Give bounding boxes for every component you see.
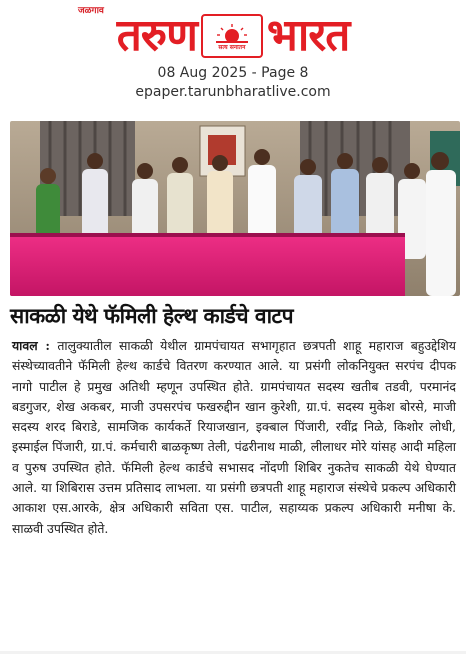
dateline-place: यावल : [12,338,50,353]
article-photo [10,121,460,296]
emblem-text: सत्य सनातन [218,43,246,51]
article-body-text: तालुक्यातील साकळी येथील ग्रामपंचायत सभागृहात छत्रपती शाहू महाराज बहुउद्देशिय संस्थेच्यावतीने फॅमिली हेल्थ कार्डचे वितरण करण्यात आले. या प्रसंगी लोकनियुक्त सरपंच दीपक नागो पाटील हे प्रमुख अतिथी म्हणून उपस्थित होते. ग्रामपंचायत सदस्य खतीब तडवी, परमानंद बडगुजर, शेख अकबर, माजी उपसरपंच फखरुद्दीन खान कुरेशी, ग्रा.पं. सदस्य मुकेश बोरसे, माजी सदस्य शरद बिराडे, सामजिक कार्यकर्ते रियाजखान, इक्बाल पिंजारी, रवींद्र निळे, किशोर लोधी, इस्माईल पिंजारी, ग्रा.पं. कर्मचारी बाळकृष्ण तेली, पंढरीनाथ माळी, लीलाधर मोरे यांसह आदी महिला व पुरुष उपस्थित होते. फॅमिली हेल्थ कार्डचे सभासद नोंदणी शिबिर नुकतेच साकळी येथे घेण्यात आले. या शिबिरास उत्तम प्रतिसाद लाभला. या प्रसंगी छत्रपती शाहू महाराज संस्थेचे प्रकल्प अधिकारी आकाश एस.आरके, क्षेत्र अधिकारी सविता एस. पाटील, सहाय्यक प्रकल्प अधिकारी मनीषा के. साळवी उपस्थित होते. [12,338,456,536]
brand-left: तरुण [116,10,197,61]
brand-right: भारत [266,10,350,61]
article-body [12,336,456,539]
article-headline: साकळी येथे फॅमिली हेल्थ कार्डचे वाटप [10,304,294,328]
sun-lotus-emblem-icon [201,14,263,58]
masthead [0,0,466,62]
brand-logo [116,10,350,61]
edition-meta [0,64,466,102]
date-page: 08 Aug 2025 - Page 8 [157,65,309,81]
group-photo-image [10,121,460,296]
edition-label: जळगाव [78,6,104,16]
epaper-url[interactable]: epaper.tarunbharatlive.com [135,84,331,100]
